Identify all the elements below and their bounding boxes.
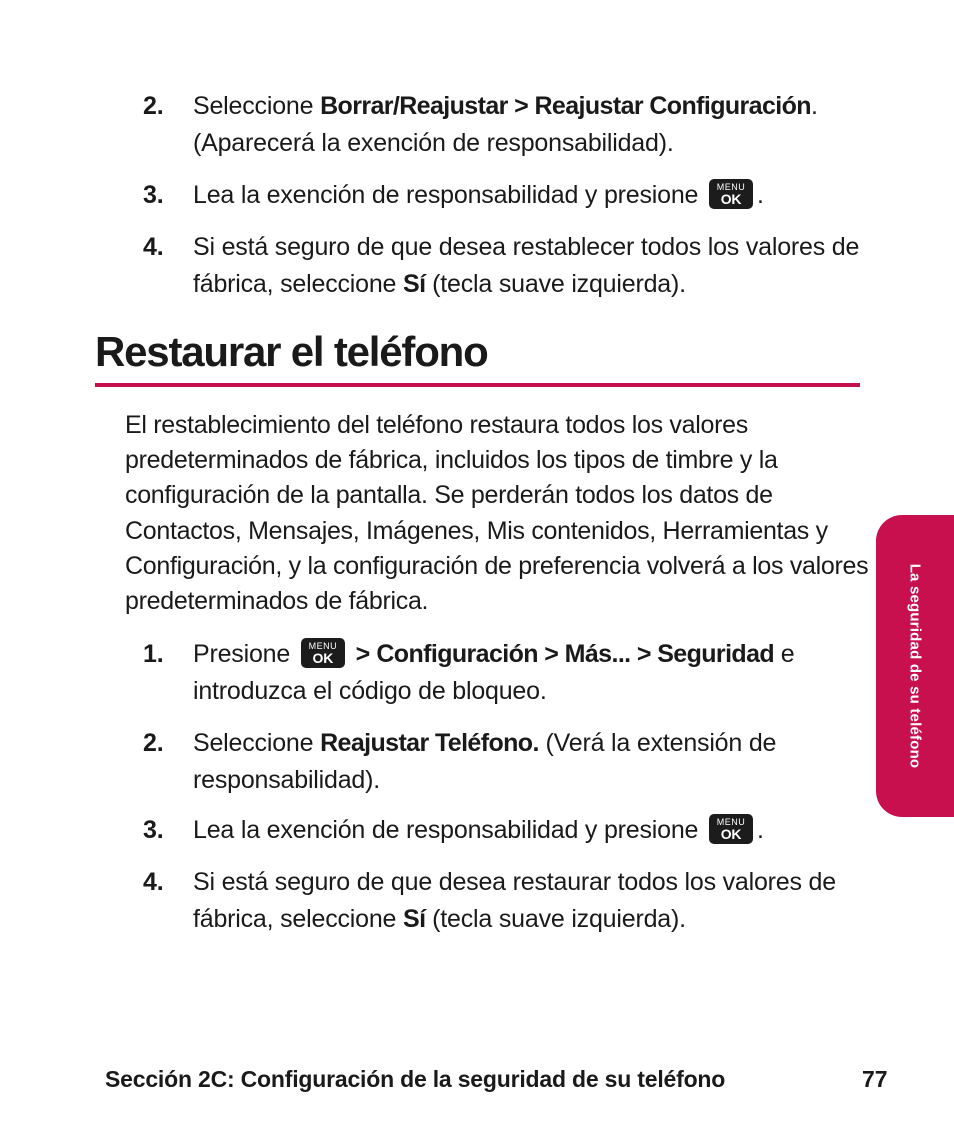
step-reset-settings	[143, 88, 863, 162]
chapter-side-tab	[876, 515, 954, 817]
step-number: 4.	[143, 868, 164, 896]
section-intro: El restablecimiento del teléfono restaura todos los valores predeterminados de fábrica, incluidos los tipos de timbre y la configuración de la pantalla. Se perderán todos los datos de Contactos, Mensajes, Imágenes, Mis contenidos, Herramientas y Configuración, y la configuración de preferencia volverá a los valores predeterminados de fábrica.	[125, 411, 869, 616]
menu-path: Reajustar Teléfono.	[320, 729, 539, 757]
step-open-security	[143, 636, 863, 710]
footer-section-title: Sección 2C: Configuración de la seguridad de su teléfono	[105, 1066, 726, 1092]
step-text: Seleccione Reajustar Teléfono. (Verá la extensión de responsabilidad).	[193, 729, 777, 794]
step-text: Lea la exención de responsabilidad y presione MENU OK .	[193, 816, 764, 844]
step-text: Presione MENU OK > Configuración > Más... > Seguridad e introduzca el código de bloqueo.	[193, 640, 795, 705]
step-read-disclaimer	[143, 177, 863, 214]
step-text: Si está seguro de que desea restaurar todos los valores de fábrica, seleccione Sí (tecla suave izquierda).	[193, 868, 836, 933]
step-text: Seleccione Borrar/Reajustar > Reajustar Configuración. (Aparecerá la exención de responsabilidad).	[193, 92, 818, 157]
path-separator: >	[355, 640, 370, 668]
step-number: 3.	[143, 181, 164, 209]
step-text: Lea la exención de responsabilidad y presione MENU OK .	[193, 181, 764, 209]
step-number: 3.	[143, 816, 164, 844]
softkey-label: Sí	[403, 270, 426, 298]
step-reset-phone	[143, 725, 863, 799]
page-number: 77	[862, 1066, 888, 1092]
step-number: 4.	[143, 233, 164, 261]
menu-ok-key-icon: MENU OK	[709, 179, 753, 209]
step-text: Si está seguro de que desea restablecer todos los valores de fábrica, seleccione Sí (tecla suave izquierda).	[193, 233, 860, 298]
softkey-label: Sí	[403, 905, 426, 933]
step-number: 1.	[143, 640, 164, 668]
step-number: 2.	[143, 729, 164, 757]
heading-rule	[95, 383, 860, 387]
menu-ok-key-icon: MENU OK	[301, 638, 345, 668]
step-number: 2.	[143, 92, 164, 120]
menu-ok-key-icon: MENU OK	[709, 814, 753, 844]
section-heading: Restaurar el teléfono	[95, 328, 488, 375]
step-confirm-reset	[143, 229, 863, 303]
menu-path: Configuración > Más... > Seguridad	[376, 640, 775, 668]
menu-path: Borrar/Reajustar > Reajustar Configuración	[320, 92, 811, 120]
step-confirm-restore	[143, 864, 863, 938]
step-read-disclaimer-2	[143, 812, 863, 849]
side-tab-label: La seguridad de su teléfono	[906, 563, 924, 769]
